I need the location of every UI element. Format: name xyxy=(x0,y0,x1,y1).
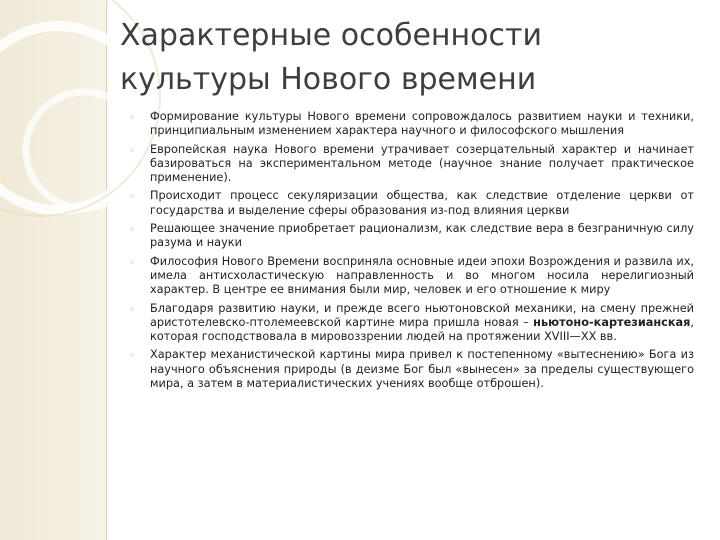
list-item xyxy=(126,143,694,186)
side-divider xyxy=(106,0,107,540)
list-item-text: Философия Нового Времени восприняла основные идеи эпохи Возрождения и развила их, имела антисхоластическую направленность и во многом носила нерелигиозный характер. В центре ее внимания были мир, человек и его отношение к миру xyxy=(150,254,694,297)
list-item-text-before: Благодаря развитию науки, и прежде всего ньютоновской механики, на смену прежней аристотелевско-птолемеевской картине мира пришла новая – xyxy=(150,301,694,329)
list-item xyxy=(126,302,694,345)
bullet-icon: ◦ xyxy=(129,223,136,237)
side-panel xyxy=(0,0,108,540)
bullet-icon: ◦ xyxy=(129,255,136,269)
list-item-text: Европейская наука Нового времени утрачивает созерцательный характер и начинает базироваться на экспериментальном методе (научное знание получает практическое применение). xyxy=(150,142,694,185)
list-item-text: Происходит процесс секуляризации общества, как следствие отделение церкви от государства и выделение сферы образования из-под влияния церкви xyxy=(150,189,694,217)
list-item xyxy=(126,348,694,391)
list-item-text-after: , которая господствовала в мировоззрении людей на протяжении XVIII—XX вв. xyxy=(150,315,694,344)
list-item xyxy=(126,110,694,139)
title-line-1: Характерные особенности xyxy=(120,18,542,53)
bullet-icon: ◦ xyxy=(129,302,136,316)
list-item-text: Решающее значение приобретает рационализм, как следствие вера в безграничную силу разума и науки xyxy=(150,222,694,250)
list-item xyxy=(126,255,694,298)
list-item xyxy=(126,189,694,218)
list-item xyxy=(126,222,694,251)
page-title xyxy=(120,14,700,102)
bullet-icon: ◦ xyxy=(129,190,136,204)
emphasis-term: ньютоно-картезианская xyxy=(533,315,691,329)
bullet-icon: ◦ xyxy=(129,143,136,157)
list-item-text: Характер механистической картины мира привел к постепенному «вытеснению» Бога из научного объяснения природы (в деизме Бог был «вынесен» за пределы существующего мира, а затем в материалистических учениях вообще отброшен). xyxy=(150,348,694,391)
bullet-icon: ◦ xyxy=(129,349,136,363)
bullet-list xyxy=(126,110,694,391)
list-item-text: Формирование культуры Нового времени сопровождалось развитием науки и техники, принципиальным изменением характера научного и философского мышления xyxy=(150,110,694,138)
title-line-2: культуры Нового времени xyxy=(120,62,537,97)
content-area xyxy=(126,110,694,395)
bullet-icon: ◦ xyxy=(129,111,136,124)
